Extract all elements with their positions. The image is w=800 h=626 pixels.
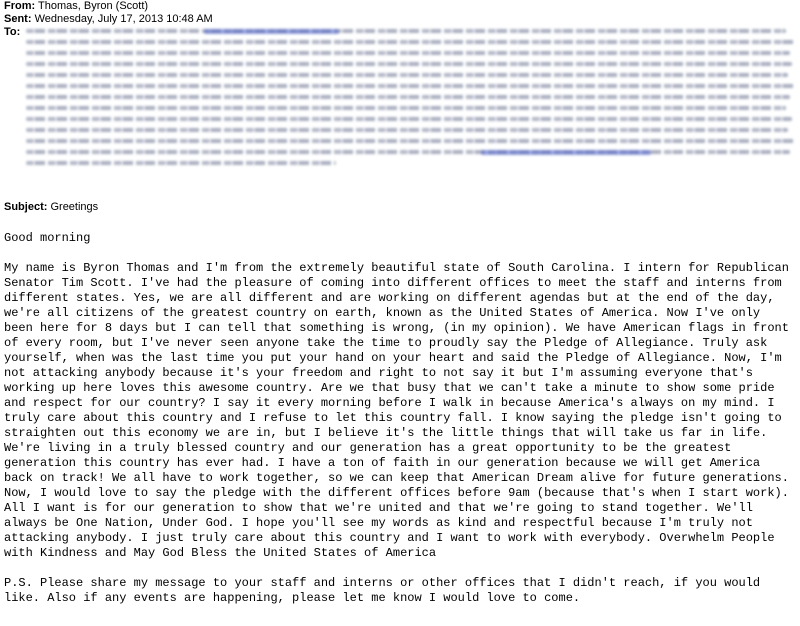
from-value: Thomas, Byron (Scott) (38, 0, 149, 12)
sent-value: Wednesday, July 17, 2013 10:48 AM (34, 13, 213, 25)
redacted-recipient-list (26, 29, 796, 174)
subject-label: Subject: (4, 201, 48, 213)
sent-line (4, 13, 794, 26)
body-paragraph-ps: P.S. Please share my message to your staff and interns or other offices that I didn't reach, if you would like. Also if any events are happening, please let me know I would love to come. (4, 576, 768, 605)
email-header (4, 0, 794, 172)
from-label: From: (4, 0, 36, 12)
to-line (4, 26, 794, 172)
to-label: To: (4, 26, 21, 38)
subject-line (4, 201, 98, 214)
subject-value: Greetings (50, 201, 99, 213)
body-paragraph-main: My name is Byron Thomas and I'm from the extremely beautiful state of South Carolina. I intern for Republican Senator Tim Scott. I've had the pleasure of coming into different offices to meet the staff and interns from different states. Yes, we are all different and are working on different agendas but at the end of the day, we're all citizens of the greatest country on earth, known as the United States of America. Now I've only been here for 8 days but I can tell that something is wrong, (in my opinion). We have American flags in front of every room, but I've never seen anyone take the time to proudly say the Pledge of Allegiance. Truly ask yourself, when was the last time you put your hand on your heart and said the Pledge of Allegiance. Now, I'm not attacking anybody because it's your freedom and right to not say it but I'm assuming everyone that's working up here loves this awesome country. Are we that busy that we can't take a minute to show some pride and respect for our country? I say it every morning before I walk in because America's always on my mind. I truly care about this country and I refuse to let this country fall. I know saying the pledge isn't going to straighten out this economy we are in, but I believe it's the little things that will take us far in life. We're living in a truly blessed country and our generation has a great opportunity to be the greatest generation this country has ever had. I have a ton of faith in our generation because we will get America back on track! We all have to work together, so we can keep that American Dream alive for future generations. Now, I would love to say the pledge with the different offices before 9am (because that's when I start work). All I want is for our generation to show that we're united and that we're going to stand together. We'll always be One Nation, Under God. I hope you'll see my words as kind and respectful because I'm truly not attacking anybody. I just truly care about this country and I want to work with everybody. Overwhelm People with Kindness and May God Bless the United States of America (4, 261, 797, 560)
from-line (4, 0, 794, 13)
greeting: Good morning (4, 231, 91, 245)
sent-label: Sent: (4, 13, 32, 25)
email-body (4, 231, 796, 606)
